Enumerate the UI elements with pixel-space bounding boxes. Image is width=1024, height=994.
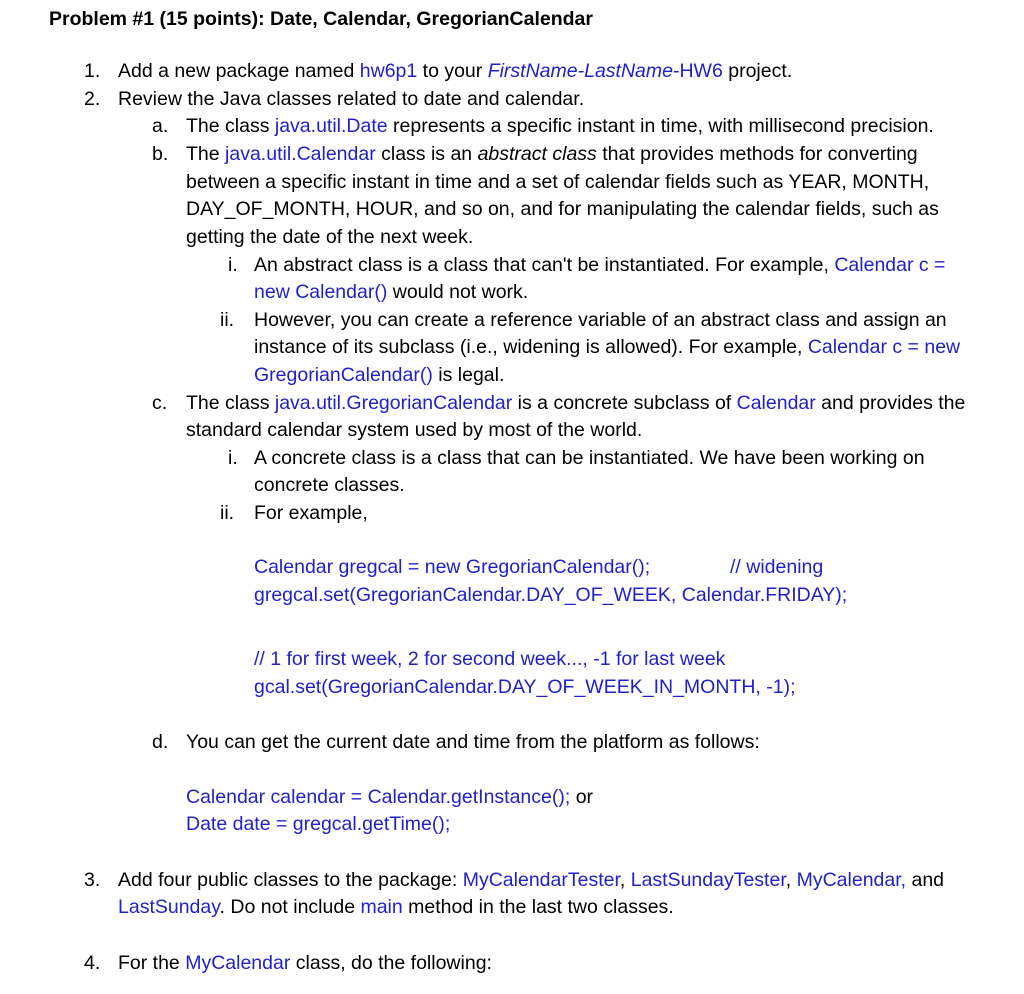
list-number-3: 3.: [84, 869, 101, 891]
text: The class: [186, 115, 275, 137]
text: Add a new package named: [118, 60, 360, 82]
project-name-italic: FirstName-LastName: [487, 60, 673, 82]
class-name: java.util.Date: [274, 115, 388, 137]
class-name: LastSunday: [118, 896, 220, 918]
list-roman-i: i.: [228, 254, 238, 276]
code-comment-widening: // widening: [730, 556, 824, 578]
text: and: [906, 869, 945, 891]
class-name: LastSundayTester: [630, 869, 786, 891]
text: represents a specific instant in time, with millisecond precision.: [387, 115, 934, 137]
text: . Do not include: [219, 896, 361, 918]
class-name: java.util.Calendar: [225, 143, 376, 165]
text: Add four public classes to the package:: [118, 869, 463, 891]
item-2ci-line-2: concrete classes.: [254, 474, 405, 496]
text: is legal.: [432, 364, 505, 386]
text: For the: [118, 952, 186, 974]
list-letter-a: a.: [152, 115, 169, 137]
item-2cii-line-1: For example,: [254, 502, 368, 524]
list-number-1: 1.: [84, 60, 101, 82]
code-2-line-2: Date date = gregcal.getTime();: [186, 813, 451, 835]
text: project.: [722, 60, 793, 82]
list-letter-c: c.: [152, 392, 168, 414]
text: to your: [417, 60, 488, 82]
list-number-4: 4.: [84, 952, 101, 974]
list-roman-ii: ii.: [220, 309, 235, 331]
item-2c-line-1: [186, 390, 965, 417]
item-2ci-line-1: A concrete class is a class that can be instantiated. We have been working on: [254, 447, 925, 469]
code-snippet: Calendar calendar = Calendar.getInstance();: [186, 786, 571, 808]
text: An abstract class is a class that can't be instantiated. For example,: [254, 254, 835, 276]
text: is a concrete subclass of: [512, 392, 737, 414]
code-snippet: new Calendar(): [254, 281, 388, 303]
list-roman-ii: ii.: [220, 502, 235, 524]
list-number-2: 2.: [84, 88, 101, 110]
text: instance of its subclass (i.e., widening is allowed). For example,: [254, 336, 808, 358]
package-name: hw6p1: [359, 60, 418, 82]
item-4-text: [118, 950, 492, 977]
item-1-text: [118, 58, 792, 85]
code-line-4: gcal.set(GregorianCalendar.DAY_OF_WEEK_IN_MONTH, -1);: [254, 676, 796, 698]
item-2bii-line-1: However, you can create a reference variable of an abstract class and assign an: [254, 309, 947, 331]
class-name: java.util.GregorianCalendar: [274, 392, 513, 414]
text: or: [570, 786, 594, 808]
text: class is an: [375, 143, 478, 165]
text: The class: [186, 392, 275, 414]
code-snippet: Calendar c =: [834, 254, 946, 276]
item-2c-line-2: standard calendar system used by most of the world.: [186, 419, 643, 441]
problem-title: Problem #1 (15 points): Date, Calendar, GregorianCalendar: [49, 8, 593, 30]
code-snippet: GregorianCalendar(): [254, 364, 433, 386]
code-2-line-1: [186, 784, 593, 811]
method-name: main: [360, 896, 403, 918]
class-name: MyCalendar: [185, 952, 291, 974]
text: would not work.: [387, 281, 529, 303]
item-2bi-line-1: [254, 252, 945, 279]
code-line-1: Calendar gregcal = new GregorianCalendar();: [254, 556, 651, 578]
text: ,: [619, 869, 631, 891]
item-2b-line-2: between a specific instant in time and a set of calendar fields such as YEAR, MONTH,: [186, 171, 930, 193]
item-2b-line-4: getting the date of the next week.: [186, 226, 474, 248]
item-3-line-2: [118, 894, 674, 921]
text: and provides the: [815, 392, 966, 414]
class-name: MyCalendar,: [796, 869, 907, 891]
item-2d-text: You can get the current date and time from the platform as follows:: [186, 731, 760, 753]
code-line-2: gregcal.set(GregorianCalendar.DAY_OF_WEEK, Calendar.FRIDAY);: [254, 584, 848, 606]
text: class, do the following:: [290, 952, 492, 974]
list-letter-d: d.: [152, 731, 169, 753]
class-name: Calendar: [736, 392, 816, 414]
code-snippet: Calendar c = new: [807, 336, 961, 358]
item-2a-text: [186, 113, 934, 140]
text: that provides methods for converting: [596, 143, 918, 165]
class-name: MyCalendarTester: [462, 869, 620, 891]
item-3-line-1: [118, 867, 944, 894]
item-2bii-line-2: [254, 334, 960, 361]
code-line-3: // 1 for first week, 2 for second week..., -1 for last week: [254, 648, 726, 670]
text: ,: [785, 869, 797, 891]
item-2bi-line-2: [254, 279, 528, 306]
text: The: [186, 143, 226, 165]
item-2b-line-1: [186, 141, 918, 168]
list-letter-b: b.: [152, 143, 169, 165]
item-2b-line-3: DAY_OF_MONTH, HOUR, and so on, and for manipulating the calendar fields, such as: [186, 198, 939, 220]
list-roman-i: i.: [228, 447, 238, 469]
text: method in the last two classes.: [402, 896, 674, 918]
project-name-suffix: -HW6: [672, 60, 723, 82]
item-2-text: Review the Java classes related to date and calendar.: [118, 88, 585, 110]
abstract-class-term: abstract class: [477, 143, 597, 165]
item-2bii-line-3: [254, 362, 504, 389]
